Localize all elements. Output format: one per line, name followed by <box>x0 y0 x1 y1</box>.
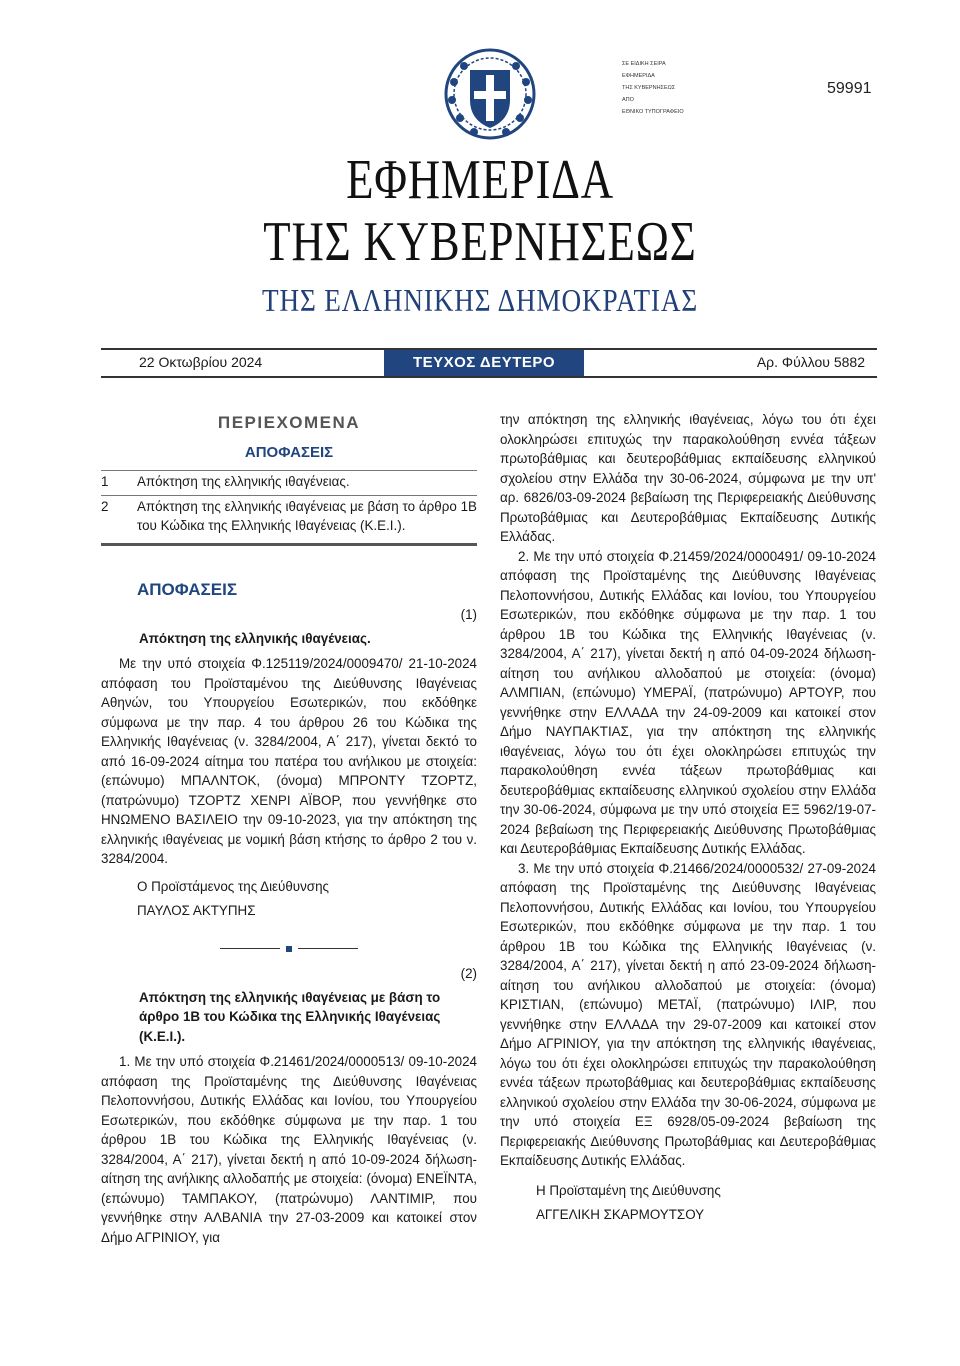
masthead-subtitle: ΤΗΣ ΕΛΛΗΝΙΚΗΣ ΔΗΜΟΚΡΑΤΙΑΣ <box>261 282 699 318</box>
sheet-number: Αρ. Φύλλου 5882 <box>756 354 865 370</box>
toc-item-text: Απόκτηση της ελληνικής ιθαγένειας με βάση το άρθρο 1Β του Κώδικα της Ελληνικής Ιθαγένειας (Κ.Ε.Ι.). <box>137 498 477 533</box>
decision-paragraph-continued: την απόκτηση της ελληνικής ιθαγένειας, λόγω του ότι έχει ολοκληρώσει επιτυχώς την παρακολούθηση εννέα τάξεων πρωτοβάθμιας και δευτεροβάθμιας εκπαίδευσης ελληνικού σχολείου στην Ελλάδα την 30-06-2024, σύμφωνα με την υπ' αρ. 6826/03-09-2024 βεβαίωση της Περιφερειακής Διεύθυνσης Πρωτοβάθμιας και Δευτεροβάθμιας Εκπαίδευσης Δυτικής Ελλάδας. <box>500 412 876 544</box>
decision-body: Με την υπό στοιχεία Φ.125119/2024/0009470/ 21-10-2024 απόφαση του Προϊσταμένου της Διεύθυνσης Ιθαγένειας Αθηνών, του Υπουργείου Εσωτερικών, που εκδόθηκε σύμφωνα με την παρ. 4 του άρθρου 26 του Κώδικα της Ελληνικής Ιθαγένειας (ν. 3284/2004, Α΄ 217), γίνεται δεκτό το από 16-09-2024 αίτημα του πατέρα του ανήλικου με στοιχεία: (επώνυμο) ΜΠΑΛΝΤΟΚ, (όνομα) ΜΠΡΟΝΤΥ ΤΖΟΡΤΖ, (πατρώνυμο) ΤΖΟΡΤΖ ΧΕΝΡΙ ΑΪΒΟΡ, που γεννήθηκε στο ΗΝΩΜΕΝΟ ΒΑΣΙΛΕΙΟ την 09-10-2023, για την απόκτηση της ελληνικής ιθαγένειας με νομική βάση κτήσης το άρθρο 2 του ν. 3284/2004. <box>101 656 477 866</box>
issue-date: 22 Οκτωβρίου 2024 <box>139 354 263 370</box>
contents-title: ΠΕΡΙΕΧΟΜΕΝΑ <box>217 413 361 432</box>
decision-heading: Απόκτηση της ελληνικής ιθαγένειας με βάση το άρθρο 1Β του Κώδικα της Ελληνικής Ιθαγένειας (Κ.Ε.Ι.). <box>139 989 441 1044</box>
contents-subtitle: ΑΠΟΦΑΣΕΙΣ <box>244 443 334 461</box>
right-column <box>500 410 876 1225</box>
imprint-line: ΣΕ ΕΙΔΙΚΗ ΣΕΙΡΑ <box>622 61 666 67</box>
decision-paragraph: 3. Με την υπό στοιχεία Φ.21466/2024/0000532/ 27-09-2024 απόφαση της Προϊσταμένης της Διεύθυνσης Ιθαγένειας Πελοποννήσου, Δυτικής Ελλάδας και Ιονίου, του Υπουργείου Εσωτερικών, που εκδόθηκε σύμφωνα με την παρ. 1 του άρθρου 1Β του Κώδικα της Ελληνικής Ιθαγένειας (ν. 3284/2004, Α΄ 217), γίνεται δεκτή η από 23-09-2024 δήλωση-αίτηση του ανήλικου αλλοδαπού με στοιχεία: (όνομα) ΚΡΙΣΤΙΑΝ, (επώνυμο) ΜΕΤΑΪ, (πατρώνυμο) ΙΛΙΡ, που γεννήθηκε στην ΕΛΛΑΔΑ την 29-07-2009 και κατοικεί στον Δήμο ΑΓΡΙΝΙΟΥ, για την απόκτηση της ελληνικής ιθαγένειας, λόγω του ότι έχει ολοκληρώσει επιτυχώς την παρακολούθηση εννέα τάξεων πρωτοβάθμιας και δευτεροβάθμιας εκπαίδευσης ελληνικού σχολείου στην Ελλάδα την 30-06-2024, σύμφωνα με την υπό στοιχεία ΕΞ 6928/05-09-2024 βεβαίωση της Περιφερειακής Διεύθυνσης Πρωτοβάθμιας και Δευτεροβάθμιας Εκπαίδευσης Δυτικής Ελλάδας. <box>500 860 876 1168</box>
left-column <box>101 410 477 1247</box>
signer-title: Η Προϊσταμένη της Διεύθυνσης <box>536 1182 721 1198</box>
section-title: ΑΠΟΦΑΣΕΙΣ <box>137 579 238 599</box>
masthead-title-line2: ΤΗΣ ΚΥΒΕΡΝΗΣΕΩΣ <box>263 211 697 273</box>
decision-paragraph: 1. Με την υπό στοιχεία Φ.21461/2024/0000513/ 09-10-2024 απόφαση της Προϊσταμένης της Διεύθυνσης Ιθαγένειας Πελοποννήσου, Δυτικής Ελλάδας και Ιονίου, του Υπουργείου Εσωτερικών, που εκδόθηκε σύμφωνα με την παρ. 1 του άρθρου 1Β του Κώδικα της Ελληνικής Ιθαγένειας (ν. 3284/2004, Α΄ 217), γίνεται δεκτή η από 10-09-2024 δήλωση-αίτηση της ανήλικης αλλοδαπής με στοιχεία: (όνομα) ΕΝΕΪΝΤΑ, (επώνυμο) ΤΑΜΠΑΚΟΥ, (πατρώνυμο) ΛΑΝΤΙΜΙΡ, που γεννήθηκε στην ΑΛΒΑΝΙΑ την 27-03-2009 και κατοικεί στον Δήμο ΑΓΡΙΝΙΟΥ, για <box>101 1054 477 1245</box>
issue-series: ΤΕΥΧΟΣ ΔΕΥΤΕΡΟ <box>384 350 584 376</box>
decision-paragraph: 2. Με την υπό στοιχεία Φ.21459/2024/0000491/ 09-10-2024 απόφαση της Προϊσταμένης της Διεύθυνσης Ιθαγένειας Πελοποννήσου, Δυτικής Ελλάδας και Ιονίου, του Υπουργείου Εσωτερικών, που εκδόθηκε σύμφωνα με την παρ. 1 του άρθρου 1Β του Κώδικα της Ελληνικής Ιθαγένειας (ν. 3284/2004, Α΄ 217), γίνεται δεκτή η από 04-09-2024 δήλωση-αίτηση του ανήλικου αλλοδαπού με στοιχεία: (όνομα) ΑΛΜΠΙΑΝ, (επώνυμο) ΥΜΕΡΑΪ, (πατρώνυμο) ΑΡΤΟΥΡ, που γεννήθηκε στην ΕΛΛΑΔΑ την 24-09-2009 και κατοικεί στον Δήμο ΝΑΥΠΑΚΤΙΑΣ, για την απόκτηση της ελληνικής ιθαγένειας, λόγω του ότι έχει ολοκληρώσει επιτυχώς την παρακολούθηση εννέα τάξεων πρωτοβάθμιας και δευτεροβάθμιας εκπαίδευσης ελληνικού σχολείου στην Ελλάδα την 30-06-2024, σύμφωνα με την υπό στοιχεία ΕΞ 5962/19-07-2024 βεβαίωση της Περιφερειακής Διεύθυνσης Πρωτοβάθμιας και Δευτεροβάθμιας Εκπαίδευσης Δυτικής Ελλάδας. <box>500 548 876 856</box>
masthead-title-line1: ΕΦΗΜΕΡΙΔΑ <box>346 149 614 211</box>
greek-coat-of-arms-icon <box>440 42 540 142</box>
decision-heading: Απόκτηση της ελληνικής ιθαγένειας. <box>139 630 371 646</box>
imprint-line: ΕΘΝΙΚΟ ΤΥΠΟΓΡΑΦΕΙΟ <box>622 109 684 115</box>
decision-separator <box>101 939 477 959</box>
issue-bar <box>101 348 877 378</box>
imprint-block <box>622 58 732 118</box>
signer-name: ΑΓΓΕΛΙΚΗ ΣΚΑΡΜΟΥΤΣΟΥ <box>536 1207 705 1222</box>
toc-divider <box>101 543 477 546</box>
imprint-line: ΕΦΗΜΕΡΙΔΑ <box>622 73 655 79</box>
signer-name: ΠΑΥΛΟΣ ΑΚΤΥΠΗΣ <box>137 903 256 918</box>
toc-item[interactable] <box>101 470 477 495</box>
toc-item-number: 1 <box>101 474 109 489</box>
toc-item-text: Απόκτηση της ελληνικής ιθαγένειας. <box>137 474 350 489</box>
signer-title: Ο Προϊστάμενος της Διεύθυνσης <box>137 878 329 894</box>
decision-number: (2) <box>460 966 477 981</box>
page-number: 59991 <box>827 80 872 97</box>
toc-item[interactable] <box>101 495 477 539</box>
decision-number: (1) <box>460 607 477 622</box>
imprint-line: ΑΠΟ <box>622 97 634 103</box>
table-of-contents <box>101 470 477 546</box>
toc-item-number: 2 <box>101 498 109 514</box>
imprint-line: ΤΗΣ ΚΥΒΕΡΝΗΣΕΩΣ <box>622 85 676 91</box>
